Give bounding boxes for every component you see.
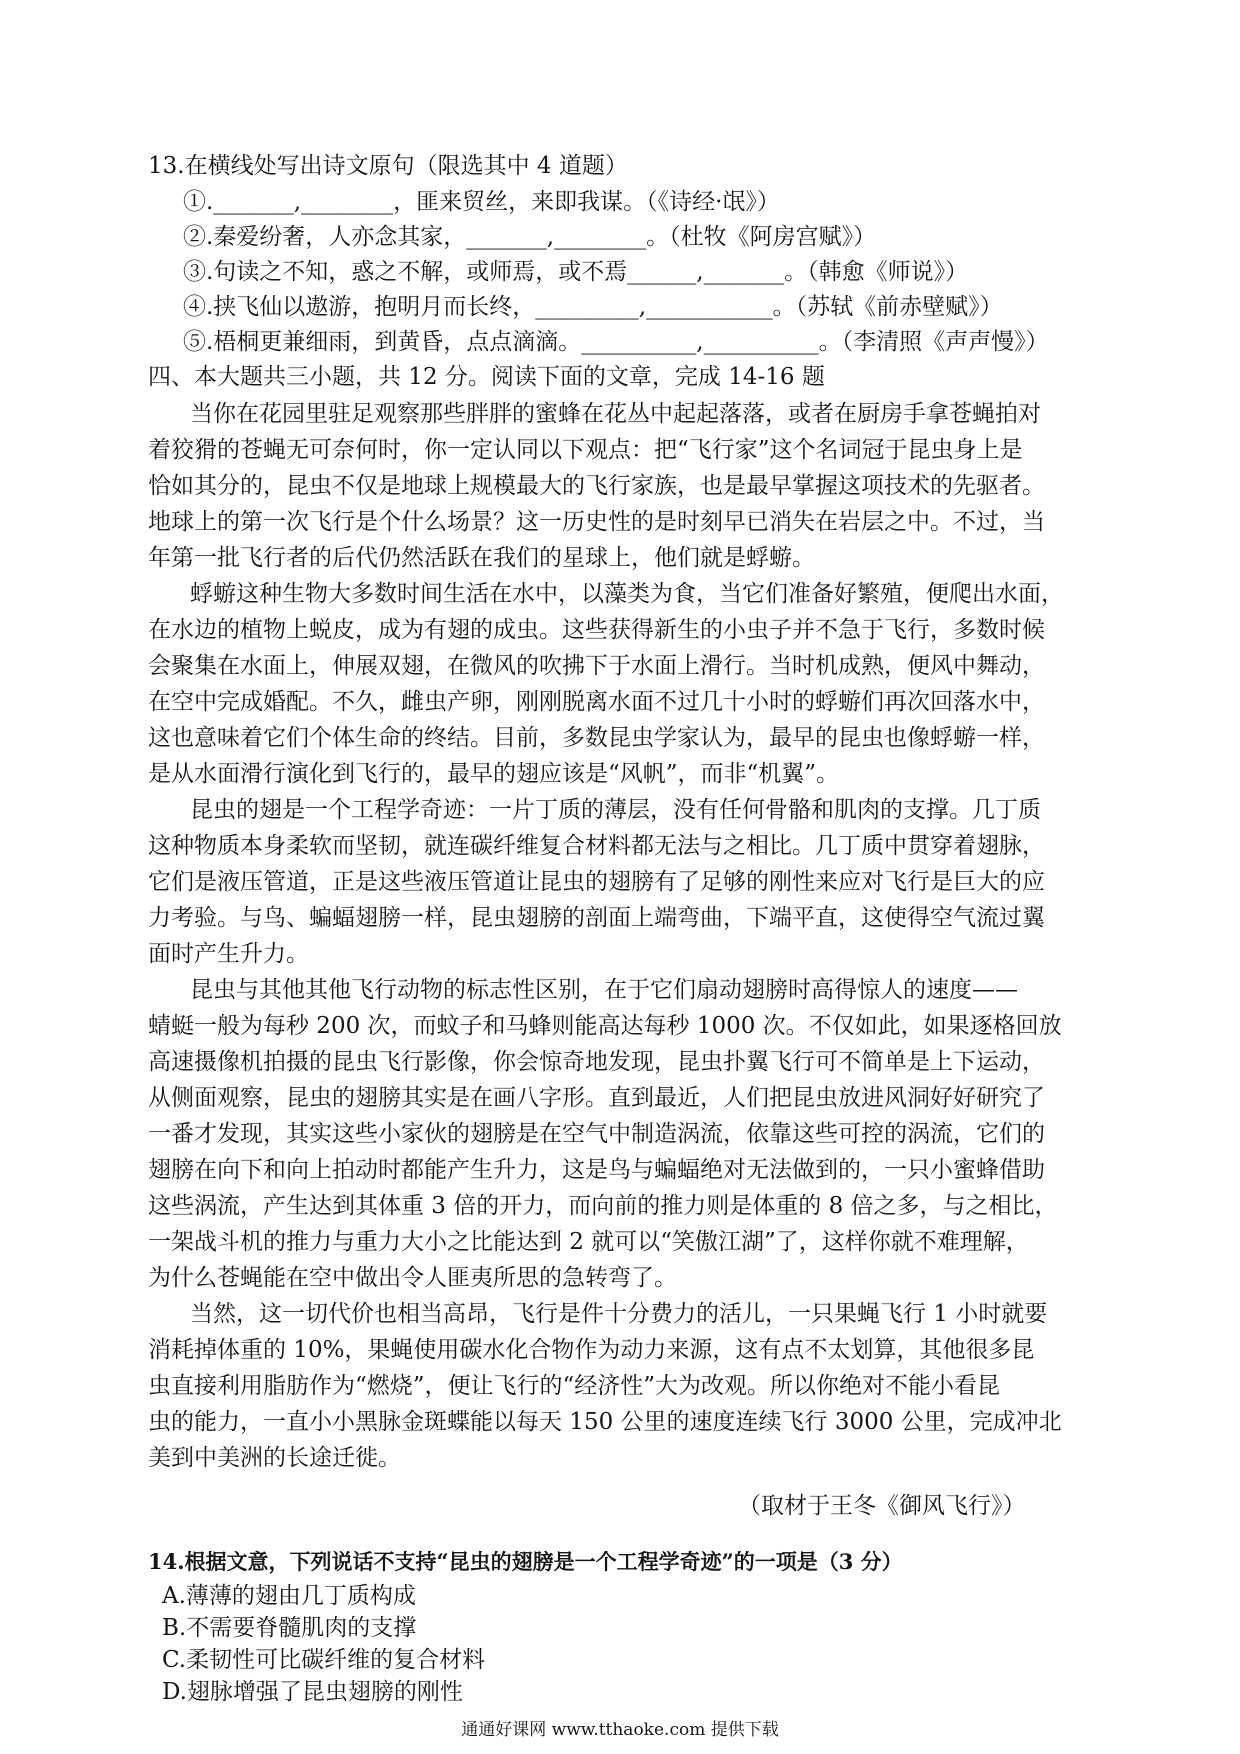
para4-line: 高速摄像机拍摄的昆虫飞行影像，你会惊奇地发现，昆虫扑翼飞行可不简单是上下运动， bbox=[148, 1049, 1045, 1075]
para3-line: 它们是液压管道，正是这些液压管道让昆虫的翅膀有了足够的刚性来应对飞行是巨大的应 bbox=[148, 869, 1045, 895]
para4-line: 昆虫与其他其他飞行动物的标志性区别，在于它们扇动翅膀时高得惊人的速度—— bbox=[190, 977, 1018, 1003]
q13-item-5: ⑤.梧桐更兼细雨，到黄昏，点点滴滴。__________,__________。（李清照《声声慢》） bbox=[183, 329, 1049, 355]
para1-line: 当你在花园里驻足观察那些胖胖的蜜蜂在花丛中起起落落，或者在厨房手拿苍蝇拍对 bbox=[190, 401, 1041, 427]
q14-option-b: B.不需要脊髓肌肉的支撑 bbox=[162, 1615, 417, 1641]
q13-item-1: ①._______,________，匪来贸丝，来即我谋。（《诗经·氓》） bbox=[183, 189, 780, 215]
para5-line: 美到中美洲的长途迁徙。 bbox=[148, 1445, 401, 1471]
para1-line: 恰如其分的，昆虫不仅是地球上规模最大的飞行家族，也是最早掌握这项技术的先驱者。 bbox=[148, 473, 1045, 499]
para4-line: 翅膀在向下和向上拍动时都能产生升力，这是鸟与蝙蝠绝对无法做到的，一只小蜜蜂借助 bbox=[148, 1157, 1045, 1183]
q14-option-a: A.薄薄的翅由几丁质构成 bbox=[162, 1583, 416, 1609]
article-source: （取材于王冬《御风飞行》） bbox=[738, 1493, 1026, 1519]
para2-line: 是从水面滑行演化到飞行的，最早的翅应该是“风帆”，而非“机翼”。 bbox=[148, 761, 840, 787]
para1-line: 年第一批飞行者的后代仍然活跃在我们的星球上，他们就是蜉蝣。 bbox=[148, 545, 815, 571]
para2-line: 蜉蝣这种生物大多数时间生活在水中，以藻类为食，当它们准备好繁殖，便爬出水面， bbox=[190, 581, 1064, 607]
para2-line: 这也意味着它们个体生命的终结。目前，多数昆虫学家认为，最早的昆虫也像蜉蝣一样， bbox=[148, 725, 1045, 751]
para3-line: 面时产生升力。 bbox=[148, 941, 309, 967]
para5-line: 当然，这一切代价也相当高昂，飞行是件十分费力的活儿，一只果蝇飞行 1 小时就要 bbox=[190, 1301, 1048, 1327]
q13-title: 13.在横线处写出诗文原句（限选其中 4 道题） bbox=[148, 153, 628, 179]
para4-line: 为什么苍蝇能在空中做出令人匪夷所思的急转弯了。 bbox=[148, 1265, 677, 1291]
para5-line: 虫直接利用脂肪作为“燃烧”，便让飞行的“经济性”大为改观。所以你绝对不能小看昆 bbox=[148, 1373, 1001, 1399]
q13-item-4: ④.挟飞仙以遨游，抱明月而长终，_________,___________。（苏轼《前赤壁赋》） bbox=[183, 294, 1003, 320]
para5-line: 虫的能力，一直小小黑脉金斑蝶能以每天 150 公里的速度连续飞行 3000 公里，完成冲北 bbox=[148, 1409, 1062, 1435]
para1-line: 地球上的第一次飞行是个什么场景？这一历史性的是时刻早已消失在岩层之中。不过，当 bbox=[148, 509, 1045, 535]
q13-item-3: ③.句读之不知，惑之不解，或师焉，或不焉______,_______。（韩愈《师说》） bbox=[183, 259, 969, 285]
page-footer: 通通好课网 www.tthaoke.com 提供下载 bbox=[461, 1720, 779, 1740]
para4-line: 这些涡流，产生达到其体重 3 倍的开力，而向前的推力则是体重的 8 倍之多，与之相比， bbox=[148, 1193, 1058, 1219]
para2-line: 在水边的植物上蜕皮，成为有翅的成虫。这些获得新生的小虫子并不急于飞行，多数时候 bbox=[148, 617, 1045, 643]
q14-option-c: C.柔韧性可比碳纤维的复合材料 bbox=[162, 1647, 486, 1673]
para4-line: 蜻蜓一般为每秒 200 次，而蚊子和马蜂则能高达每秒 1000 次。不仅如此，如果逐格回放 bbox=[148, 1013, 1062, 1039]
para4-line: 一番才发现，其实这些小家伙的翅膀是在空气中制造涡流，依靠这些可控的涡流，它们的 bbox=[148, 1121, 1045, 1147]
para2-line: 在空中完成婚配。不久，雌虫产卵，刚刚脱离水面不过几十小时的蜉蝣们再次回落水中， bbox=[148, 689, 1045, 715]
q13-item-2: ②.秦爱纷奢，人亦念其家，_______,________。（杜牧《阿房宫赋》） bbox=[183, 224, 877, 250]
para5-line: 消耗掉体重的 10%，果蝇使用碳水化合物作为动力来源，这有点不太划算，其他很多昆 bbox=[148, 1337, 1035, 1363]
para3-line: 昆虫的翅是一个工程学奇迹：一片丁质的薄层，没有任何骨骼和肌肉的支撑。几丁质 bbox=[190, 797, 1041, 823]
para4-line: 一架战斗机的推力与重力大小之比能达到 2 就可以“笑傲江湖”了，这样你就不难理解， bbox=[148, 1229, 1029, 1255]
section4-header: 四、本大题共三小题，共 12 分。阅读下面的文章，完成 14-16 题 bbox=[148, 364, 825, 390]
para4-line: 从侧面观察，昆虫的翅膀其实是在画八字形。直到最近，人们把昆虫放进风洞好好研究了 bbox=[148, 1085, 1045, 1111]
para3-line: 力考验。与鸟、蝙蝠翅膀一样，昆虫翅膀的剖面上端弯曲，下端平直，这使得空气流过翼 bbox=[148, 905, 1045, 931]
para2-line: 会聚集在水面上，伸展双翅，在微风的吹拂下于水面上滑行。当时机成熟，便风中舞动， bbox=[148, 653, 1045, 679]
q14-question: 14.根据文意，下列说话不支持“昆虫的翅膀是一个工程学奇迹”的一项是（3 分） bbox=[148, 1549, 903, 1574]
q14-option-d: D.翅脉增强了昆虫翅膀的刚性 bbox=[162, 1679, 463, 1705]
para1-line: 着狡猾的苍蝇无可奈何时，你一定认同以下观点：把“飞行家”这个名词冠于昆虫身上是 bbox=[148, 437, 1023, 463]
para3-line: 这种物质本身柔软而坚韧，就连碳纤维复合材料都无法与之相比。几丁质中贯穿着翅脉， bbox=[148, 833, 1045, 859]
